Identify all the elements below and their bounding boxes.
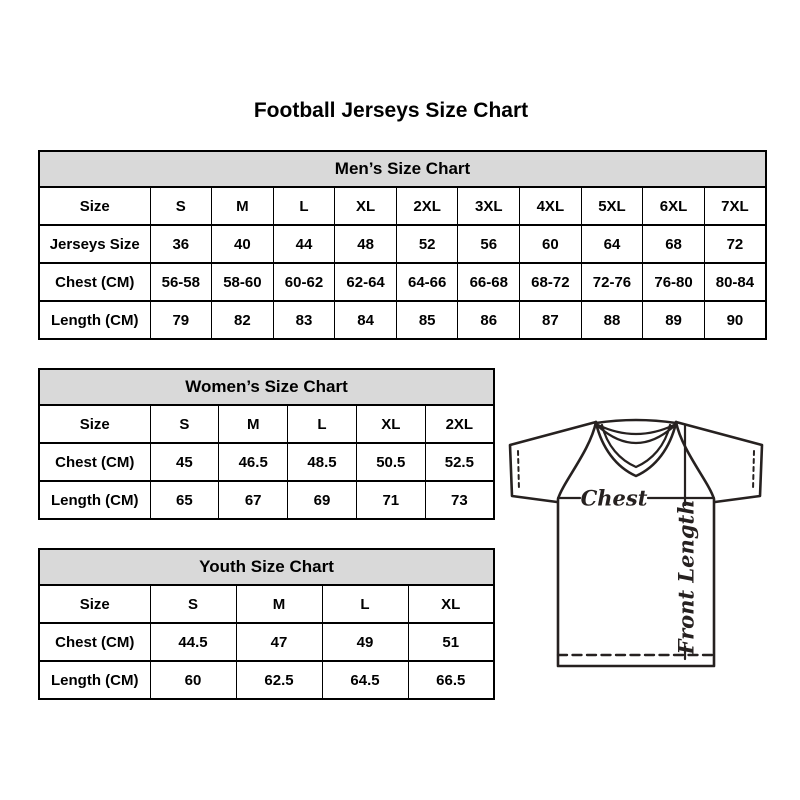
value-cell: S	[150, 585, 236, 623]
value-cell: 3XL	[458, 187, 520, 225]
value-cell: S	[150, 187, 212, 225]
value-cell: 58-60	[212, 263, 274, 301]
row-label-cell: Chest (CM)	[39, 623, 150, 661]
value-cell: 52.5	[425, 443, 494, 481]
value-cell: M	[236, 585, 322, 623]
value-cell: 66.5	[408, 661, 494, 699]
value-cell: M	[212, 187, 274, 225]
value-cell: 65	[150, 481, 219, 519]
value-cell: XL	[408, 585, 494, 623]
table-row	[39, 405, 494, 443]
value-cell: 62.5	[236, 661, 322, 699]
right-cuff-dashed-line	[753, 451, 754, 490]
value-cell: 6XL	[643, 187, 705, 225]
value-cell: 85	[396, 301, 458, 339]
page-title: Football Jerseys Size Chart	[253, 99, 529, 122]
value-cell: 72	[704, 225, 766, 263]
value-cell: 76-80	[643, 263, 705, 301]
row-label-cell: Length (CM)	[39, 661, 150, 699]
value-cell: 50.5	[356, 443, 425, 481]
value-cell: 52	[396, 225, 458, 263]
table-row	[39, 225, 766, 263]
value-cell: 89	[643, 301, 705, 339]
value-cell: 66-68	[458, 263, 520, 301]
value-cell: 60	[150, 661, 236, 699]
value-cell: 71	[356, 481, 425, 519]
value-cell: 73	[425, 481, 494, 519]
value-cell: 87	[520, 301, 582, 339]
value-cell: 88	[581, 301, 643, 339]
value-cell: 67	[219, 481, 288, 519]
value-cell: M	[219, 405, 288, 443]
youth-size-table	[38, 548, 495, 700]
value-cell: 40	[212, 225, 274, 263]
value-cell: L	[322, 585, 408, 623]
table-row	[39, 187, 766, 225]
value-cell: 64.5	[322, 661, 408, 699]
youth-table-title: Youth Size Chart	[39, 549, 494, 585]
value-cell: 82	[212, 301, 274, 339]
value-cell: 56-58	[150, 263, 212, 301]
row-label-cell: Size	[39, 187, 150, 225]
value-cell: 48.5	[288, 443, 357, 481]
mens-table-title: Men’s Size Chart	[39, 151, 766, 187]
table-row	[39, 623, 494, 661]
value-cell: L	[288, 405, 357, 443]
womens-size-table	[38, 368, 495, 520]
value-cell: 47	[236, 623, 322, 661]
value-cell: 4XL	[520, 187, 582, 225]
value-cell: 45	[150, 443, 219, 481]
value-cell: XL	[356, 405, 425, 443]
mens-size-table	[38, 150, 767, 340]
value-cell: 60	[520, 225, 582, 263]
value-cell: 46.5	[219, 443, 288, 481]
jersey-collar-arc-1	[598, 425, 674, 434]
value-cell: 49	[322, 623, 408, 661]
value-cell: 56	[458, 225, 520, 263]
value-cell: 2XL	[396, 187, 458, 225]
value-cell: 80-84	[704, 263, 766, 301]
value-cell: 44.5	[150, 623, 236, 661]
table-header-row	[39, 369, 494, 405]
value-cell: 60-62	[273, 263, 335, 301]
value-cell: 44	[273, 225, 335, 263]
value-cell: 36	[150, 225, 212, 263]
value-cell: 7XL	[704, 187, 766, 225]
table-row	[39, 661, 494, 699]
row-label-cell: Length (CM)	[39, 481, 150, 519]
row-label-cell: Size	[39, 585, 150, 623]
table-row	[39, 481, 494, 519]
row-label-cell: Length (CM)	[39, 301, 150, 339]
value-cell: 90	[704, 301, 766, 339]
row-label-cell: Size	[39, 405, 150, 443]
table-row	[39, 263, 766, 301]
row-label-cell: Chest (CM)	[39, 263, 150, 301]
value-cell: 79	[150, 301, 212, 339]
jersey-measurement-diagram	[502, 406, 770, 670]
left-cuff-dashed-line	[518, 451, 519, 490]
value-cell: XL	[335, 187, 397, 225]
row-label-cell: Jerseys Size	[39, 225, 150, 263]
table-row	[39, 301, 766, 339]
value-cell: S	[150, 405, 219, 443]
value-cell: 2XL	[425, 405, 494, 443]
value-cell: 48	[335, 225, 397, 263]
jersey-collar-top	[596, 420, 676, 423]
value-cell: 84	[335, 301, 397, 339]
value-cell: 83	[273, 301, 335, 339]
value-cell: 5XL	[581, 187, 643, 225]
chest-label: Chest	[580, 485, 648, 511]
value-cell: 72-76	[581, 263, 643, 301]
table-row	[39, 443, 494, 481]
row-label-cell: Chest (CM)	[39, 443, 150, 481]
value-cell: 86	[458, 301, 520, 339]
value-cell: 51	[408, 623, 494, 661]
value-cell: 64-66	[396, 263, 458, 301]
value-cell: 68	[643, 225, 705, 263]
value-cell: 68-72	[520, 263, 582, 301]
jersey-diagram-icon	[502, 406, 770, 670]
value-cell: 69	[288, 481, 357, 519]
table-row	[39, 585, 494, 623]
front-length-label: Front Length	[673, 499, 699, 655]
table-header-row	[39, 549, 494, 585]
jersey-right-sleeve	[676, 422, 762, 502]
womens-table-title: Women’s Size Chart	[39, 369, 494, 405]
value-cell: L	[273, 187, 335, 225]
table-header-row	[39, 151, 766, 187]
value-cell: 62-64	[335, 263, 397, 301]
value-cell: 64	[581, 225, 643, 263]
